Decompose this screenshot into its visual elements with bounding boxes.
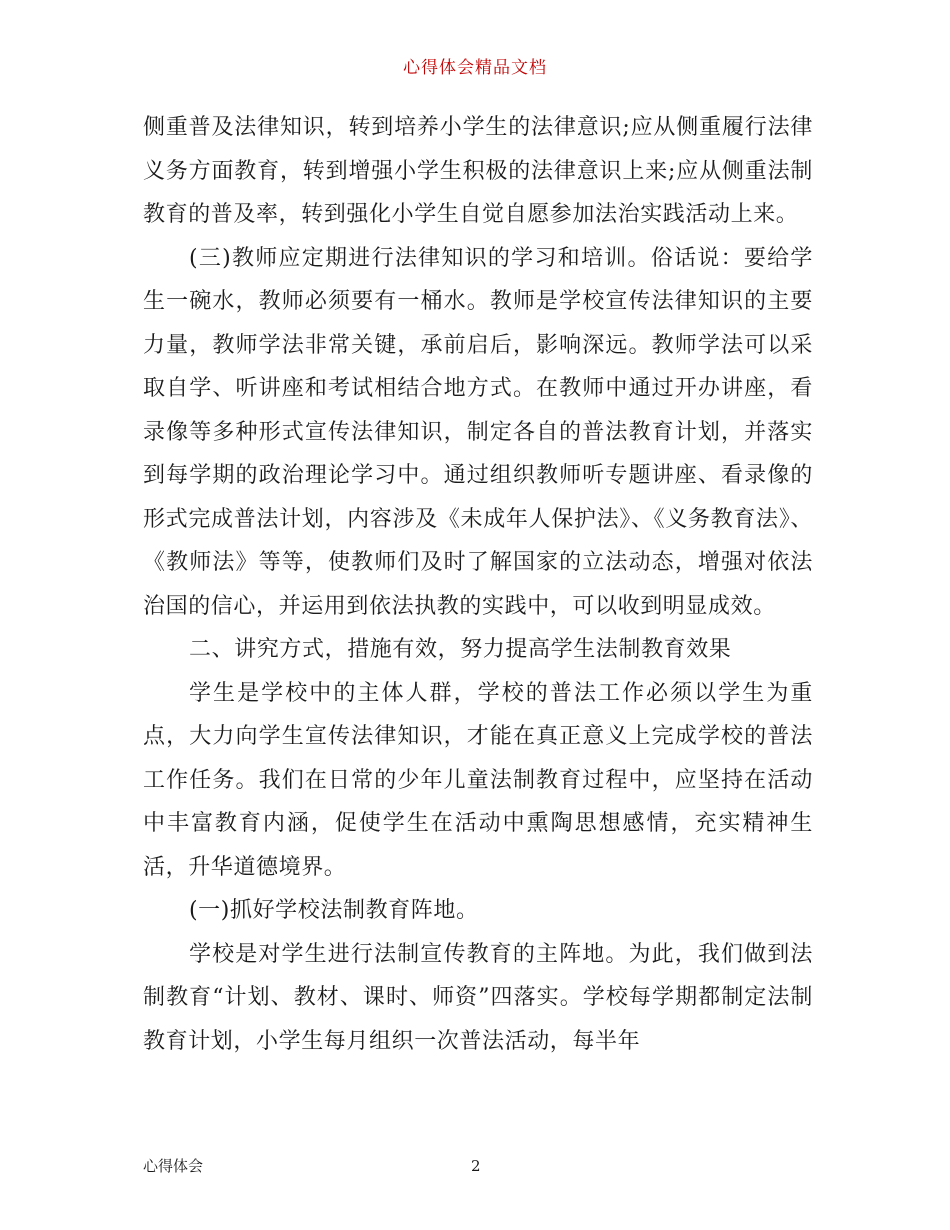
document-body [143, 106, 813, 1063]
paragraph-4: 学校是对学生进行法制宣传教育的主阵地。为此，我们做到法制教育“计划、教材、课时、师资”四落实。学校每学期都制定法制教育计划，小学生每月组织一次普法活动，每半年 [143, 941, 813, 1054]
footer-label: 心得体会 [143, 1157, 204, 1175]
page-number: 2 [471, 1157, 481, 1175]
paragraph-2: (三)教师应定期进行法律知识的学习和培训。俗话说：要给学生一碗水，教师必须要有一桶水。教师是学校宣传法律知识的主要力量，教师学法非常关键，承前启后，影响深远。教师学法可以采取自学、听讲座和考试相结合地方式。在教师中通过开办讲座，看录像等多种形式宣传法律知识，制定各自的普法教育计划，并落实到每学期的政治理论学习中。通过组织教师听专题讲座、看录像的形式完成普法计划，内容涉及《未成年人保护法》、《义务教育法》、《教师法》等等，使教师们及时了解国家的立法动态，增强对依法治国的信心，并运用到依法执教的实践中，可以收到明显成效。 [143, 245, 813, 619]
page-header-title: 心得体会精品文档 [403, 58, 547, 78]
paragraph-1: 侧重普及法律知识，转到培养小学生的法律意识;应从侧重履行法律义务方面教育，转到增强小学生积极的法律意识上来;应从侧重法制教育的普及率，转到强化小学生自觉自愿参加法治实践活动上来。 [143, 115, 813, 227]
paragraph-3: 学生是学校中的主体人群，学校的普法工作必须以学生为重点，大力向学生宣传法律知识，才能在真正意义上完成学校的普法工作任务。我们在日常的少年儿童法制教育过程中，应坚持在活动中丰富教育内涵，促使学生在活动中熏陶思想感情，充实精神生活，升华道德境界。 [143, 680, 813, 880]
subsection-heading: (一)抓好学校法制教育阵地。 [189, 898, 479, 923]
page-footer [143, 1155, 813, 1177]
section-heading: 二、讲究方式，措施有效，努力提高学生法制教育效果 [189, 637, 732, 662]
